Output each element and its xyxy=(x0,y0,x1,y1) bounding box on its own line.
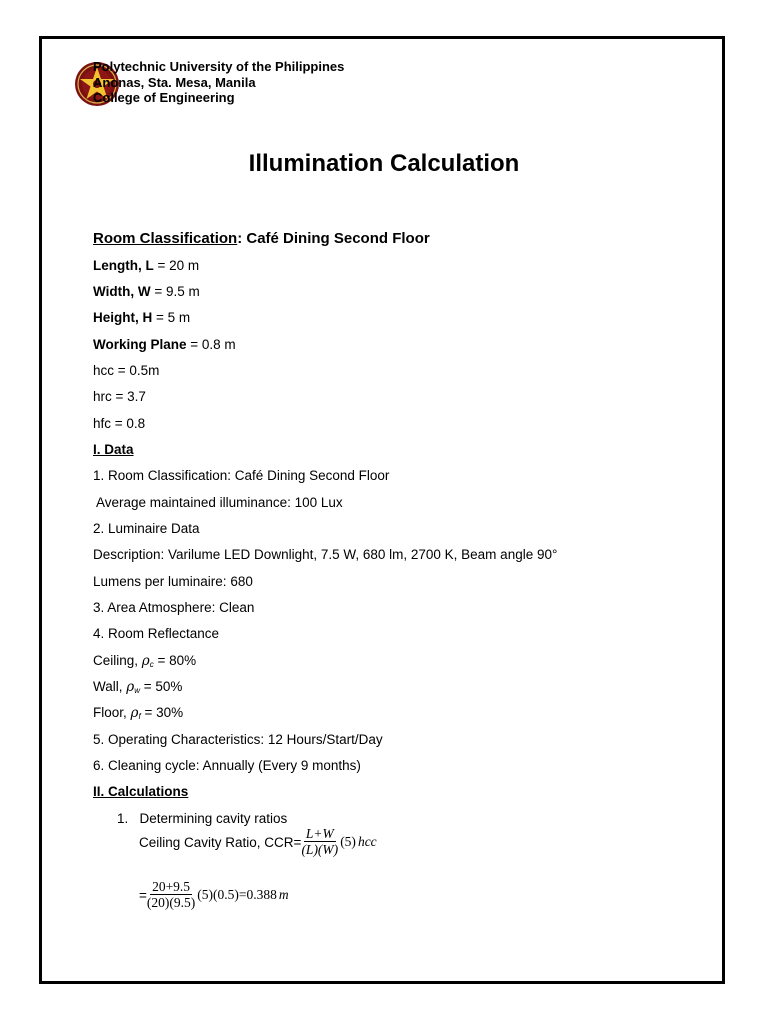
reflectance-label: Wall, xyxy=(93,679,127,694)
calc-fraction xyxy=(147,879,195,911)
ccr-calculation xyxy=(139,879,289,911)
rho-symbol: ρ xyxy=(126,679,135,695)
room-classification-label: Room Classification xyxy=(93,230,238,247)
data-item: 1. Room Classification: Café Dining Second Floor xyxy=(93,468,390,483)
university-address: Anonas, Sta. Mesa, Manila xyxy=(93,74,256,90)
university-name: Polytechnic University of the Philippines xyxy=(93,59,345,74)
reflectance-value: = 80% xyxy=(153,653,197,668)
dimension-width xyxy=(93,284,200,299)
dimension-label: Working Plane xyxy=(93,337,187,352)
university-header xyxy=(93,59,344,106)
reflectance-value: = 30% xyxy=(140,705,184,720)
dimension-height xyxy=(93,310,190,325)
data-item: Description: Varilume LED Downlight, 7.5 W, 680 lm, 2700 K, Beam angle 90° xyxy=(93,547,558,562)
dimension-working-plane xyxy=(93,337,236,352)
dimension-value: = 5 m xyxy=(152,310,191,325)
ccr-multiplier: (5) xyxy=(340,834,356,849)
ccr-variable: hcc xyxy=(357,834,377,849)
ccr-denominator: (L)(W) xyxy=(301,842,339,857)
calc-unit: m xyxy=(278,887,289,902)
reflectance-value: = 50% xyxy=(139,679,183,694)
data-item: 6. Cleaning cycle: Annually (Every 9 months) xyxy=(93,758,361,773)
rho-symbol: ρ xyxy=(141,653,150,669)
rho-symbol: ρ xyxy=(130,705,139,721)
data-item: Lumens per luminaire: 680 xyxy=(93,574,253,589)
dimension-value: = 20 m xyxy=(153,258,200,273)
dimension-label: Length, L xyxy=(93,258,154,273)
room-classification-value: : Café Dining Second Floor xyxy=(237,230,430,247)
rho-subscript: w xyxy=(134,686,140,695)
room-classification xyxy=(93,230,430,247)
dimension-value: = 0.8 m xyxy=(186,337,236,352)
ccr-formula xyxy=(139,826,377,858)
hcc-value: hcc = 0.5m xyxy=(93,363,160,378)
rho-subscript: c xyxy=(149,660,154,669)
section-data-heading: I. Data xyxy=(93,442,134,457)
dimension-label: Width, W xyxy=(93,284,151,299)
data-item: 4. Room Reflectance xyxy=(93,626,220,641)
data-item: 5. Operating Characteristics: 12 Hours/Start/Day xyxy=(93,732,383,747)
calc-equals: = xyxy=(139,887,147,903)
calc-result: (5)(0.5)=0.388 xyxy=(197,887,277,902)
ccr-label: Ceiling Cavity Ratio, CCR= xyxy=(139,834,302,850)
ccr-fraction xyxy=(301,826,338,858)
college-name: College of Engineering xyxy=(93,90,235,105)
reflectance-wall xyxy=(93,679,182,695)
hrc-value: hrc = 3.7 xyxy=(93,389,146,404)
calc-numerator: 20+9.5 xyxy=(152,879,191,894)
dimension-length xyxy=(93,258,199,273)
reflectance-label: Ceiling, xyxy=(93,653,142,668)
reflectance-floor xyxy=(93,705,183,721)
data-item: 2. Luminaire Data xyxy=(93,521,200,536)
section-calculations-heading: II. Calculations xyxy=(93,784,189,799)
reflectance-label: Floor, xyxy=(93,705,131,720)
calc-step-1: 1. Determining cavity ratios xyxy=(117,811,288,826)
reflectance-ceiling xyxy=(93,653,196,669)
hfc-value: hfc = 0.8 xyxy=(93,416,146,431)
data-item: Average maintained illuminance: 100 Lux xyxy=(93,495,343,510)
calc-denominator: (20)(9.5) xyxy=(146,895,196,910)
page-title: Illumination Calculation xyxy=(248,150,520,177)
ccr-numerator: L+W xyxy=(305,826,334,841)
rho-subscript: f xyxy=(138,712,141,721)
dimension-value: = 9.5 m xyxy=(150,284,200,299)
dimension-label: Height, H xyxy=(93,310,153,325)
data-item: 3. Area Atmosphere: Clean xyxy=(93,600,255,615)
